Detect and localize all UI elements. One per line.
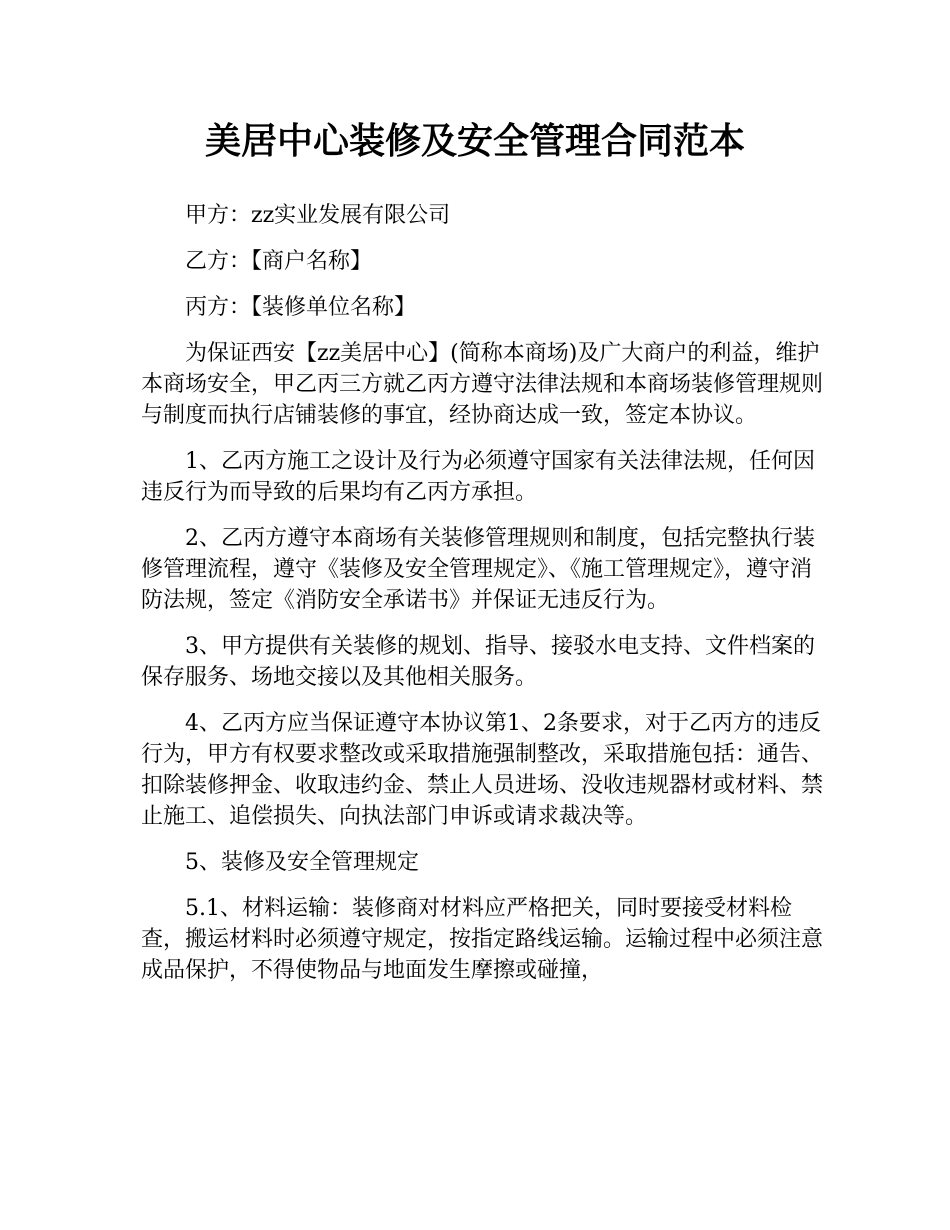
clause-2: 2、乙丙方遵守本商场有关装修管理规则和制度，包括完整执行装修管理流程，遵守《装修及安全管理规定》、《施工管理规定》，遵守消防法规，签定《消防安全承诺书》并保证无违反行为。: [141, 526, 815, 613]
clause-1: 1、乙丙方施工之设计及行为必须遵守国家有关法律法规，任何因违反行为而导致的后果均有乙丙方承担。: [141, 449, 815, 505]
party-c-line: 丙方：【装修单位名称】: [185, 295, 417, 320]
document-title: 美居中心装修及安全管理合同范本: [204, 121, 745, 162]
party-a-line: 甲方：zz实业发展有限公司: [185, 203, 451, 228]
party-b-line: 乙方：【商户名称】: [185, 249, 373, 274]
clause-4: 4、乙丙方应当保证遵守本协议第1、2条要求，对于乙丙方的违反行为，甲方有权要求整改或采取措施强制整改，采取措施包括：通告、扣除装修押金、收取违约金、禁止人员进场、没收违规器材或材料、禁止施工、追偿损失、向执法部门申诉或请求裁决等。: [141, 711, 824, 829]
clause-5-heading: 5、装修及安全管理规定: [185, 850, 419, 875]
document-body: [141, 200, 831, 1001]
clause-3: 3、甲方提供有关装修的规划、指导、接驳水电支持、文件档案的保存服务、场地交接以及其他相关服务。: [141, 634, 815, 690]
clause-5-1: 5.1、材料运输：装修商对材料应严格把关，同时要接受材料检查，搬运材料时必须遵守规定，按指定路线运输。运输过程中必须注意成品保护，不得使物品与地面发生摩擦或碰撞，: [141, 896, 824, 983]
preamble-paragraph: 为保证西安【zz美居中心】(简称本商场)及广大商户的利益，维护本商场安全，甲乙丙三方就乙丙方遵守法律法规和本商场装修管理规则与制度而执行店铺装修的事宜，经协商达成一致，签定本协议。: [141, 341, 824, 428]
